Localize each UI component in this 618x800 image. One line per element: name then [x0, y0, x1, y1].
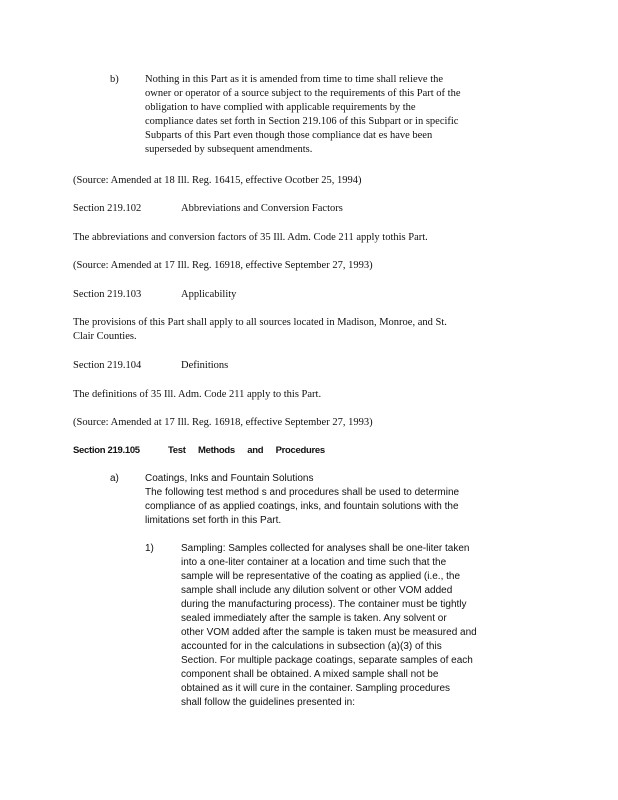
item-1-line: Sampling: Samples collected for analyses shall be one-liter taken: [181, 543, 470, 554]
item-1-line: sample will be representative of the coating as applied (i.e., the: [181, 571, 461, 582]
item-b-line: obligation to have complied with applicable requirements by the: [145, 102, 416, 113]
section-body: The abbreviations and conversion factors of 35 Ill. Adm. Code 211 apply tothis Part.: [73, 232, 428, 243]
item-b-line: Subparts of this Part even though those compliance dat es have been: [145, 130, 433, 141]
item-a-heading: Coatings, Inks and Fountain Solutions: [145, 473, 314, 484]
item-b-line: Nothing in this Part as it is amended from time to time shall relieve the: [145, 74, 444, 85]
section-title: Test Methods and Procedures: [168, 445, 325, 456]
item-1-line: component shall be obtained. A mixed sample shall not be: [181, 669, 439, 680]
item-1-text: [181, 542, 477, 710]
item-1-line: other VOM added after the sample is taken must be measured and: [181, 627, 477, 638]
section-title: Definitions: [181, 360, 229, 371]
item-b-line: compliance dates set forth in Section 219.106 of this Subpart or in specific: [145, 116, 459, 127]
source-note: (Source: Amended at 17 Ill. Reg. 16918, effective September 27, 1993): [73, 417, 373, 428]
item-1-line: sample shall include any dilution solvent or other VOM added: [181, 585, 453, 596]
source-note: (Source: Amended at 18 Ill. Reg. 16415, effective Ocotber 25, 1994): [73, 175, 362, 186]
item-1-marker: 1): [145, 543, 154, 554]
section-number: Section 219.103: [73, 289, 142, 300]
item-1-line: accounted for in the calculations in subsection (a)(3) of this: [181, 641, 442, 652]
item-1-line: obtained as it will cure in the container. Sampling procedures: [181, 683, 451, 694]
item-1-line: Section. For multiple package coatings, separate samples of each: [181, 655, 473, 666]
item-a-line: The following test method s and procedures shall be used to determine: [145, 487, 460, 498]
item-b-line: owner or operator of a source subject to the requirements of this Part of the: [145, 88, 461, 99]
item-b-line: superseded by subsequent amendments.: [145, 144, 313, 155]
section-body: [73, 316, 447, 344]
item-a-text: [145, 472, 459, 528]
item-a-line: compliance of as applied coatings, inks, and fountain solutions with the: [145, 501, 459, 512]
section-title: Abbreviations and Conversion Factors: [181, 203, 343, 214]
item-1-line: during the manufacturing process). The container must be tightly: [181, 599, 467, 610]
item-a-marker: a): [110, 473, 119, 484]
item-a-line: limitations set forth in this Part.: [145, 515, 282, 526]
section-number: Section 219.105: [73, 445, 140, 456]
item-b-text: [145, 73, 460, 157]
body-line: Clair Counties.: [73, 331, 137, 342]
section-body: The definitions of 35 Ill. Adm. Code 211 apply to this Part.: [73, 389, 322, 400]
section-title: Applicability: [181, 289, 237, 300]
item-1-line: into a one-liter container at a location and time such that the: [181, 557, 447, 568]
section-number: Section 219.104: [73, 360, 142, 371]
item-b-marker: b): [110, 74, 119, 85]
item-1-line: sealed immediately after the sample is taken. Any solvent or: [181, 613, 447, 624]
item-1-line: shall follow the guidelines presented in:: [181, 697, 355, 708]
body-line: The provisions of this Part shall apply to all sources located in Madison, Monroe, and St.: [73, 317, 447, 328]
source-note: (Source: Amended at 17 Ill. Reg. 16918, effective September 27, 1993): [73, 260, 373, 271]
section-number: Section 219.102: [73, 203, 142, 214]
